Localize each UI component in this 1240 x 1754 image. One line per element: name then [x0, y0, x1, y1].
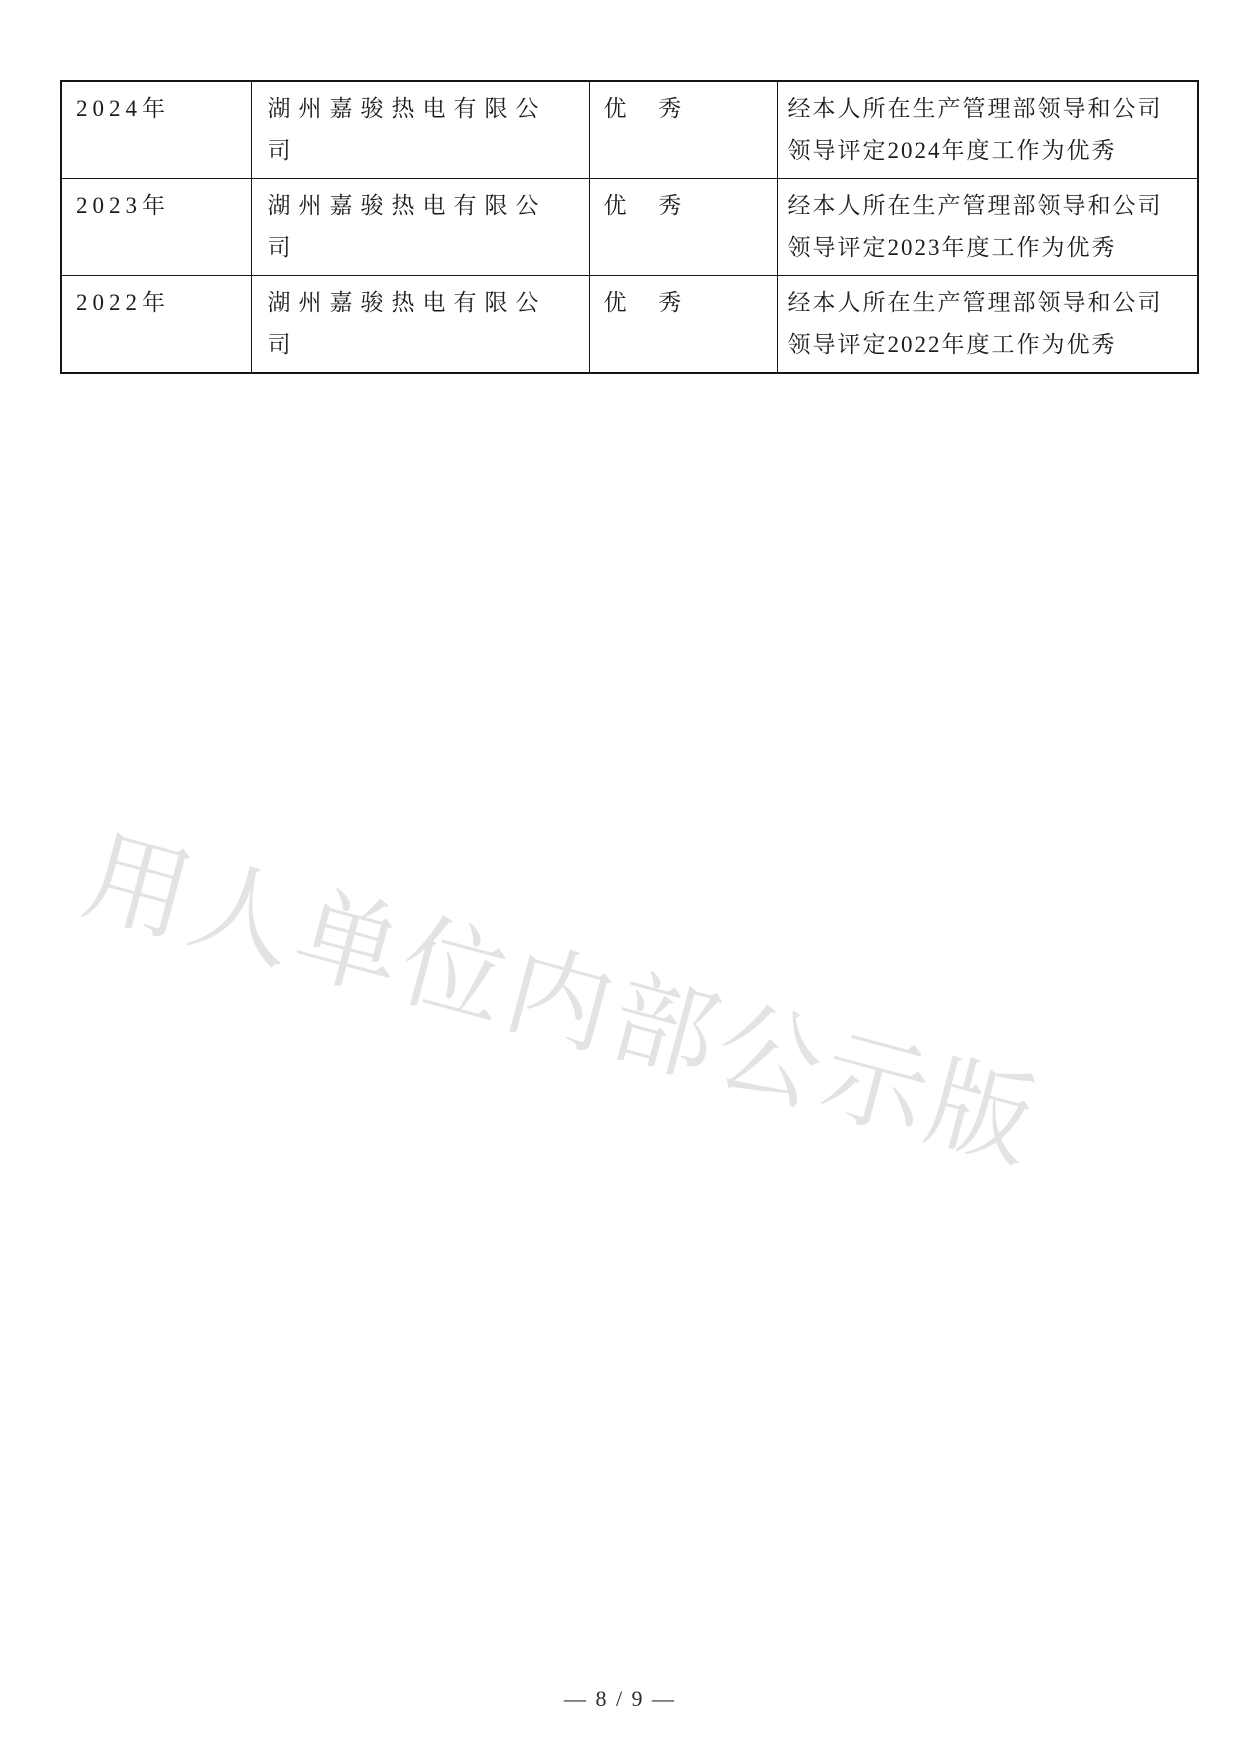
evaluation-line-1: 经本人所在生产管理部领导和公司: [787, 193, 1163, 218]
evaluation-line-1: 经本人所在生产管理部领导和公司: [787, 290, 1163, 315]
evaluation-cell: [777, 179, 1198, 276]
evaluation-cell: [777, 276, 1198, 374]
year-cell: 2022年: [61, 276, 251, 374]
company-cell: 湖州嘉骏热电有限公司: [251, 81, 589, 179]
table-row: [61, 81, 1198, 179]
evaluation-line-2: 领导评定2022年度工作为优秀: [787, 332, 1117, 357]
table-row: [61, 179, 1198, 276]
evaluation-line-1: 经本人所在生产管理部领导和公司: [787, 96, 1163, 121]
year-cell: 2024年: [61, 81, 251, 179]
rating-cell: 优 秀: [589, 276, 777, 374]
evaluation-line-2: 领导评定2023年度工作为优秀: [787, 235, 1117, 260]
evaluation-line-2: 领导评定2024年度工作为优秀: [787, 138, 1117, 163]
rating-cell: 优 秀: [589, 179, 777, 276]
table-row: [61, 276, 1198, 374]
company-cell: 湖州嘉骏热电有限公司: [251, 276, 589, 374]
year-cell: 2023年: [61, 179, 251, 276]
performance-appraisal-table: [60, 80, 1199, 374]
watermark-text: 用人单位内部公示版: [72, 818, 1051, 1185]
page-number: — 8 / 9 —: [563, 1686, 677, 1711]
evaluation-cell: [777, 81, 1198, 179]
rating-cell: 优 秀: [589, 81, 777, 179]
company-cell: 湖州嘉骏热电有限公司: [251, 179, 589, 276]
